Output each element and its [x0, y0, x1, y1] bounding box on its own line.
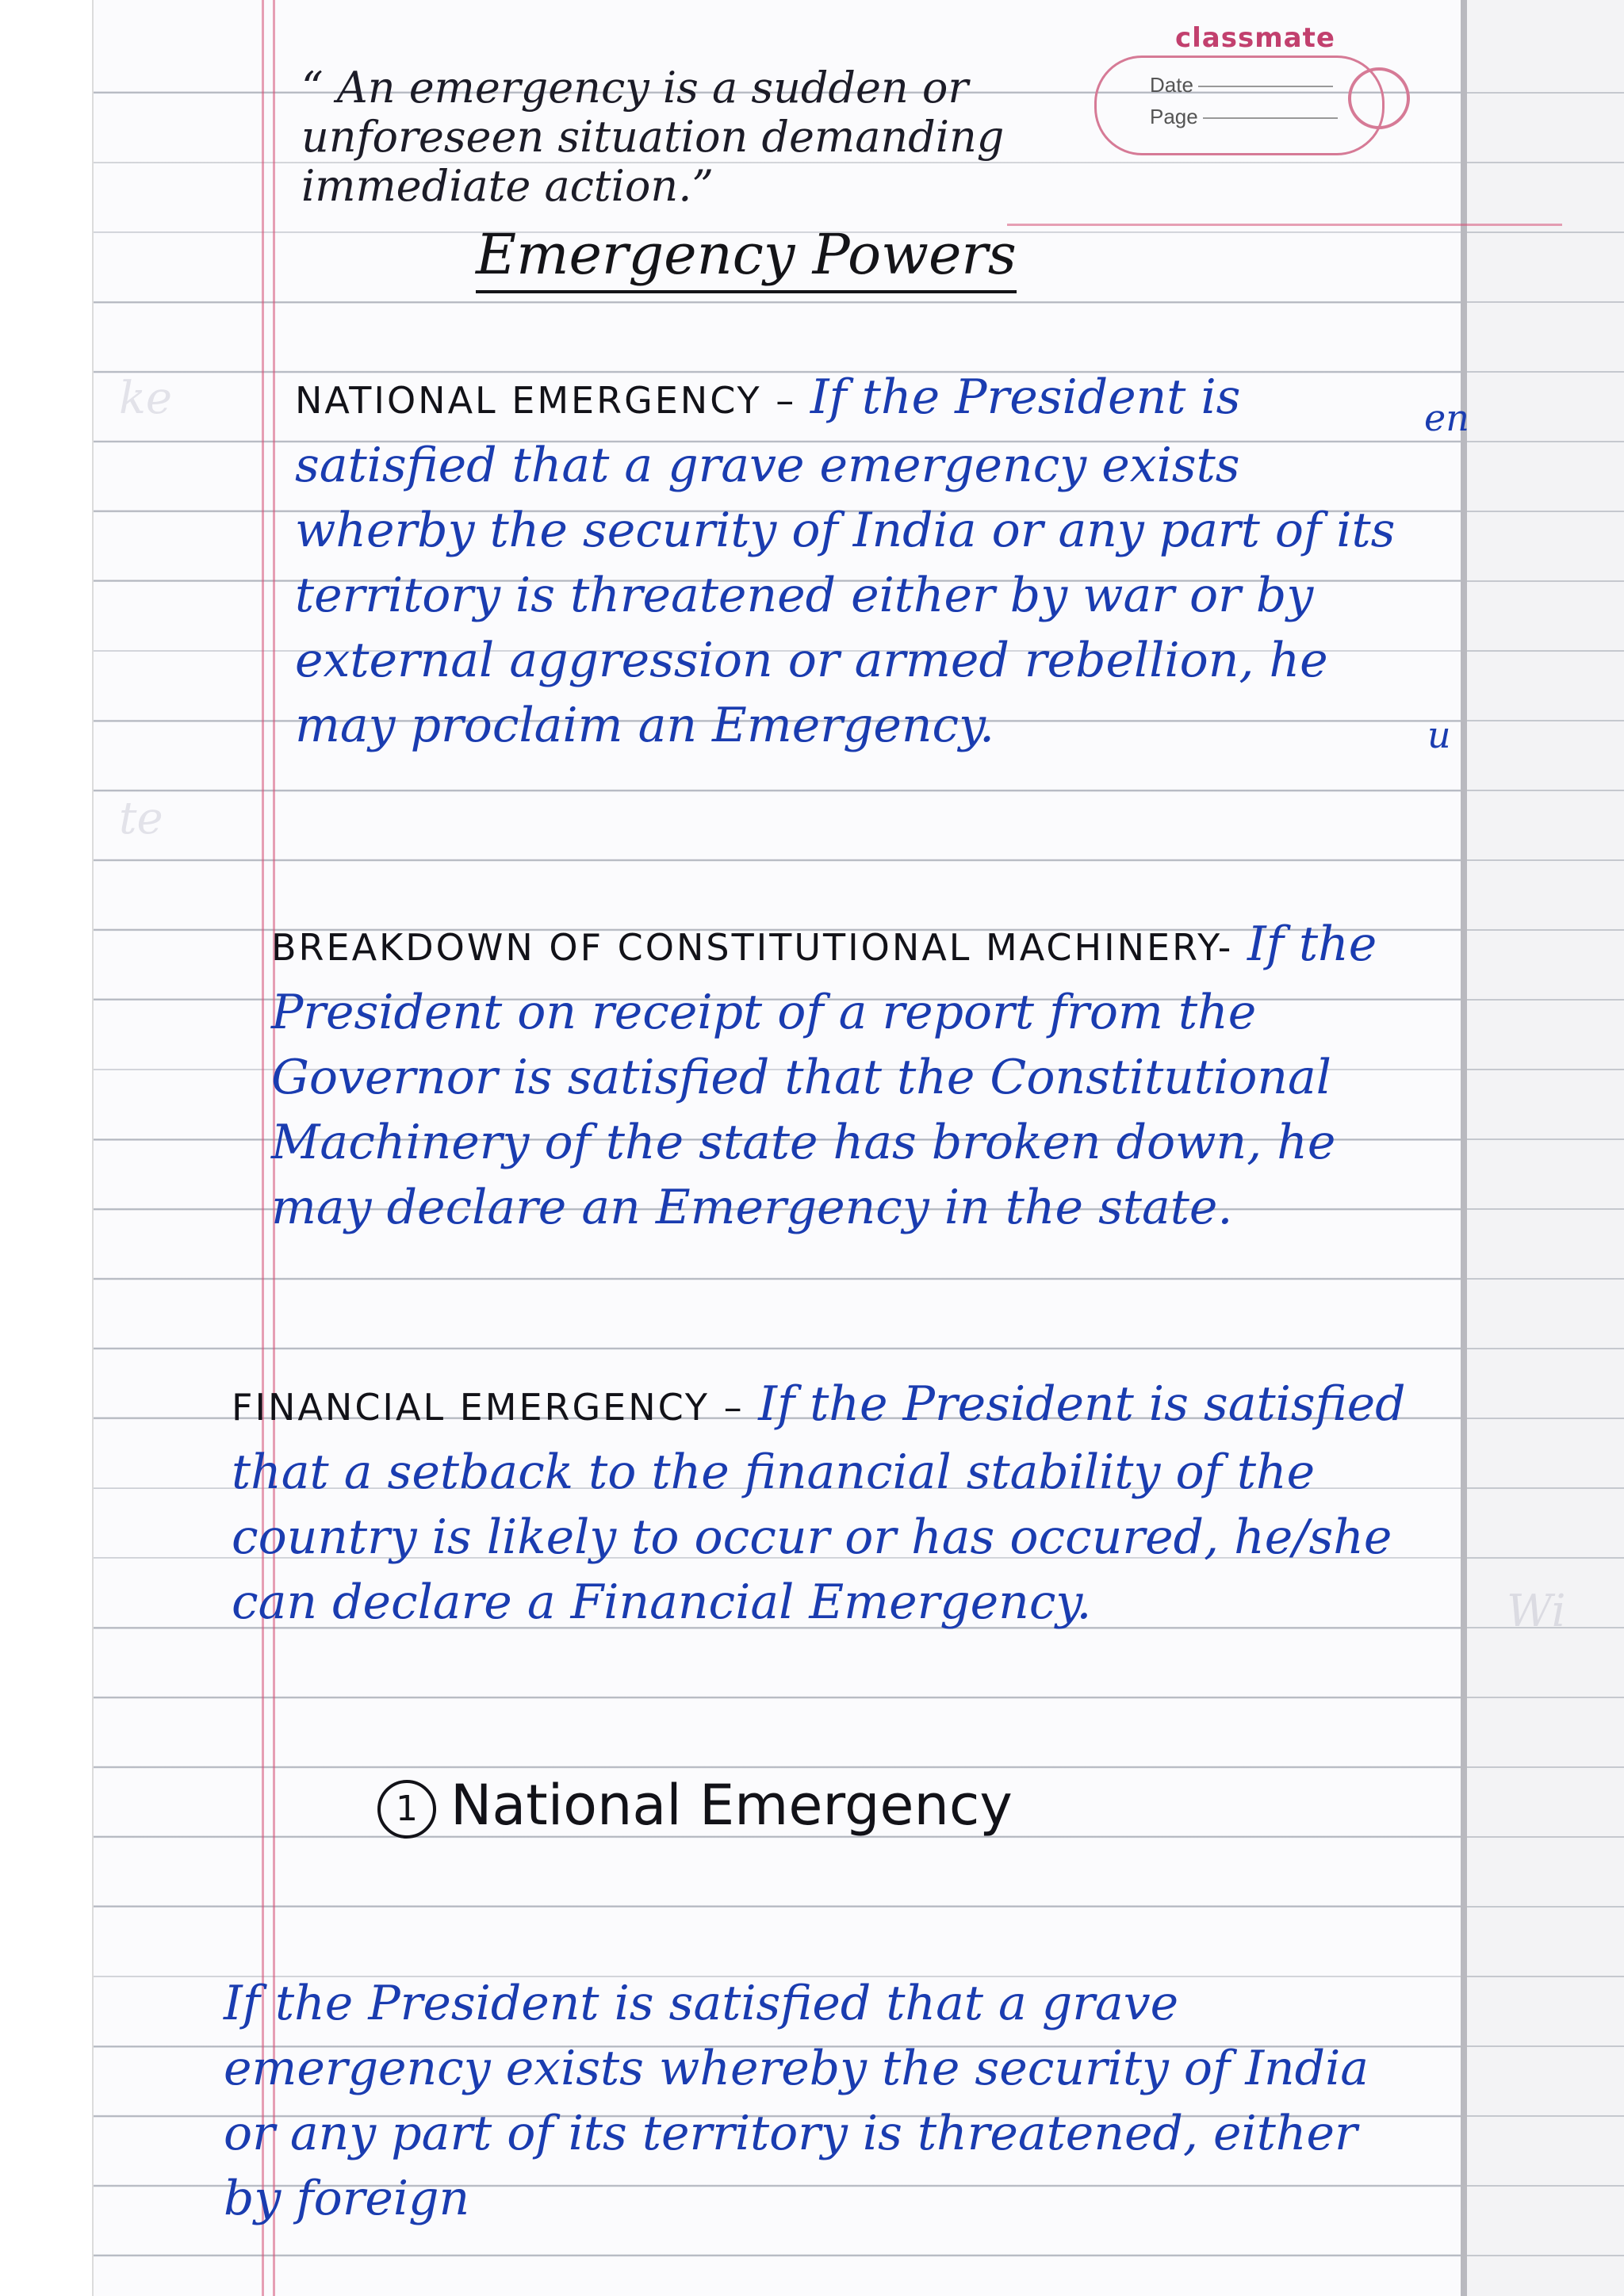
cut-off-glyph: u — [1427, 714, 1451, 756]
section-constitutional-breakdown — [271, 912, 1437, 1240]
section-financial-emergency — [232, 1372, 1421, 1635]
page-binding-edge — [1461, 0, 1467, 2296]
subheading-text: National Emergency — [450, 1773, 1013, 1838]
bleed-through-text: Wi — [1507, 1586, 1566, 1637]
bleed-through-text: te — [119, 793, 163, 844]
brand-logo: classmate — [1175, 22, 1335, 54]
page-title: Emergency Powers — [476, 222, 1017, 293]
swirl-ornament — [1348, 67, 1410, 129]
section-body: If the President is satisfied that a setback to the financial stability of the country is likely to occur or has occured, he/she can declare a Financial Emergency. — [232, 1376, 1406, 1630]
date-field: Date — [1150, 73, 1333, 98]
number-badge: 1 — [377, 1780, 436, 1839]
closing-paragraph: If the President is satisfied that a grave emergency exists whereby the security of India or any part of its territory is threatened, either by foreign — [224, 1976, 1369, 2226]
section-body: If the President is satisfied that a grave emergency exists wherby the security of India or any part of its territory is threatened either by war or by external aggression or armed rebellion, he may proclaim an Emergency. — [295, 369, 1396, 753]
bleed-through-text: ke — [119, 373, 173, 424]
section-heading: FINANCIAL EMERGENCY – — [232, 1386, 759, 1429]
section-heading: BREAKDOWN OF CONSTITUTIONAL MACHINERY- — [271, 926, 1247, 969]
header-rule — [1007, 224, 1562, 226]
next-page-strip — [1467, 0, 1624, 2296]
cut-off-glyph: en — [1424, 396, 1469, 439]
opening-quote: “ An emergency is a sudden or unforeseen situation demanding immediate action.” — [301, 63, 1005, 211]
section-national-emergency — [295, 365, 1405, 758]
page-field: Page — [1150, 105, 1338, 129]
margin-line-outer — [262, 0, 264, 2296]
subheading-national-emergency — [377, 1773, 1013, 1839]
section-heading: NATIONAL EMERGENCY – — [295, 379, 810, 422]
section-body: If the President on receipt of a report from the Governor is satisfied that the Constitutional Machinery of the state has broken down, he may declare an Emergency in the state. — [271, 916, 1377, 1235]
